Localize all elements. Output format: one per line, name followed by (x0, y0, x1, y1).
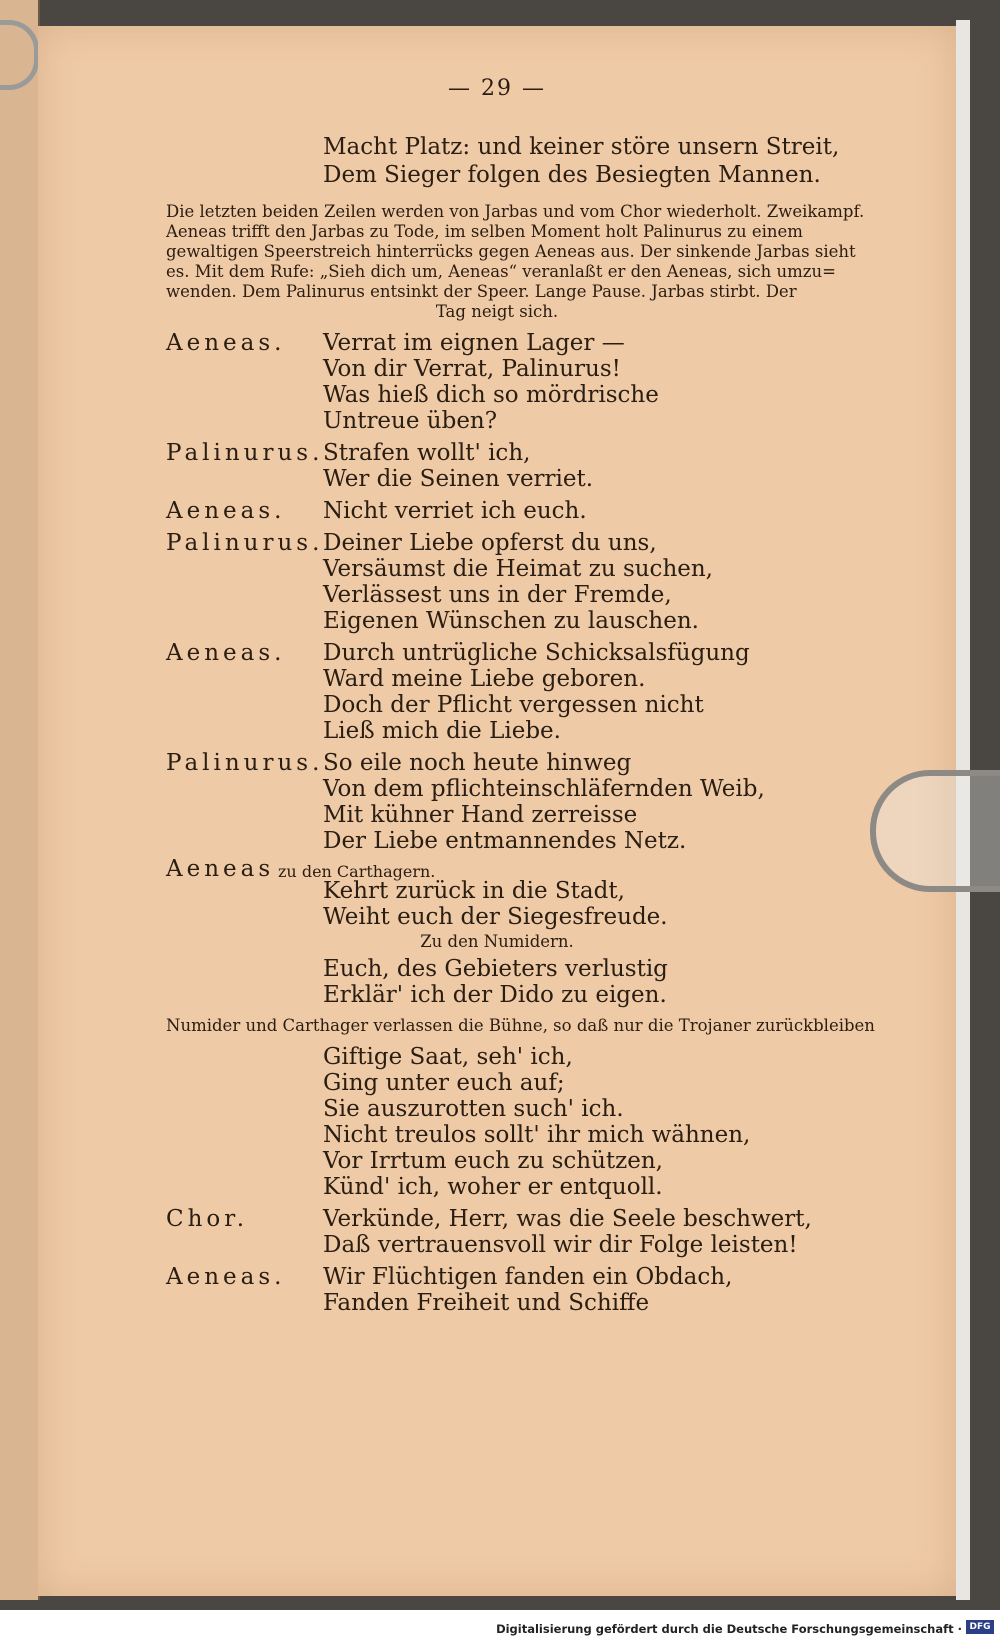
verse-line: Strafen wollt' ich, (323, 440, 531, 466)
verse-line: Erklär' ich der Dido zu eigen. (323, 982, 667, 1008)
verse-line: Vor Irrtum euch zu schützen, (323, 1148, 663, 1174)
binder-ring (0, 20, 39, 90)
verse-line: Nicht verriet ich euch. (323, 498, 587, 524)
verse-line: So eile noch heute hinweg (323, 750, 632, 776)
verse-line: Weiht euch der Siegesfreude. (323, 904, 668, 930)
verse-line: Fanden Freiheit und Schiffe (323, 1290, 650, 1316)
book-page (38, 26, 956, 1596)
verse-line: Untreue üben? (323, 408, 498, 434)
stage-direction: Numider und Carthager verlassen die Bühne, so daß nur die Trojaner zurückbleiben (166, 1016, 875, 1035)
stage-direction: wenden. Dem Palinurus entsinkt der Speer. Lange Pause. Jarbas stirbt. Der (166, 282, 797, 301)
verse-line: Giftige Saat, seh' ich, (323, 1044, 573, 1070)
verse-line: Deiner Liebe opferst du uns, (323, 530, 657, 556)
verse-line: Sie auszurotten such' ich. (323, 1096, 624, 1122)
verse-line: Verlässest uns in der Fremde, (323, 582, 672, 608)
stage-direction: Zu den Numidern. (420, 932, 574, 951)
verse-line: Von dir Verrat, Palinurus! (323, 356, 621, 382)
verse-line: Verkünde, Herr, was die Seele beschwert, (323, 1206, 812, 1232)
verse-line: Durch untrügliche Schicksalsfügung (323, 640, 750, 666)
verse-line: Doch der Pflicht vergessen nicht (323, 692, 704, 718)
verse-line: Der Liebe entmannendes Netz. (323, 828, 687, 854)
previous-page-edge (0, 0, 40, 1600)
verse-line: Macht Platz: und keiner störe unsern Streit, (323, 134, 840, 160)
verse-line: Ließ mich die Liebe. (323, 718, 561, 744)
verse-line: Nicht treulos sollt' ihr mich wähnen, (323, 1122, 751, 1148)
verse-line: Was hieß dich so mördrische (323, 382, 659, 408)
verse-line: Wir Flüchtigen fanden ein Obdach, (323, 1264, 733, 1290)
speaker-name: Aeneas (166, 856, 275, 882)
verse-line: Eigenen Wünschen zu lauschen. (323, 608, 699, 634)
verse-line: Dem Sieger folgen des Besiegten Mannen. (323, 162, 821, 188)
stage-direction: Tag neigt sich. (435, 302, 559, 321)
verse-line: Verrat im eignen Lager — (323, 330, 625, 356)
verse-line: Ward meine Liebe geboren. (323, 666, 646, 692)
speaker-name: Palinurus. (166, 750, 324, 776)
dfg-logo: DFG (966, 1620, 994, 1634)
verse-line: Mit kühner Hand zerreisse (323, 802, 638, 828)
stage-direction: Die letzten beiden Zeilen werden von Jarbas und vom Chor wiederholt. Zweikampf. (166, 202, 865, 221)
verse-line: Wer die Seinen verriet. (323, 466, 594, 492)
stage-direction: es. Mit dem Rufe: „Sieh dich um, Aeneas“ veranlaßt er den Aeneas, sich umzu= (166, 262, 836, 281)
stage-direction: gewaltigen Speerstreich hinterrücks gegen Aeneas aus. Der sinkende Jarbas sieht (166, 242, 856, 261)
stage-direction: Aeneas trifft den Jarbas zu Tode, im selben Moment holt Palinurus zu einem (166, 222, 803, 241)
footer-credit: Digitalisierung gefördert durch die Deutsche Forschungsgemeinschaft · (496, 1622, 962, 1636)
footer (0, 1614, 1000, 1640)
verse-line: Künd' ich, woher er entquoll. (323, 1174, 663, 1200)
verse-line: Versäumst die Heimat zu suchen, (323, 556, 713, 582)
verse-line: Ging unter euch auf; (323, 1070, 565, 1096)
speaker-name: Aeneas. (166, 330, 286, 356)
speaker-name: Aeneas. (166, 640, 286, 666)
speaker-name: Palinurus. (166, 440, 324, 466)
stage-direction: zu den Carthagern. (278, 862, 436, 881)
paper-clip (870, 770, 1000, 892)
speaker-name: Chor. (166, 1206, 249, 1232)
verse-line: Daß vertrauensvoll wir dir Folge leisten! (323, 1232, 798, 1258)
verse-line: Von dem pflichteinschläfernden Weib, (323, 776, 765, 802)
speaker-name: Aeneas. (166, 1264, 286, 1290)
speaker-name: Palinurus. (166, 530, 324, 556)
verse-line: Euch, des Gebieters verlustig (323, 956, 668, 982)
speaker-name: Aeneas. (166, 498, 286, 524)
page-number: — 29 — (448, 76, 546, 101)
verse-line: Kehrt zurück in die Stadt, (323, 878, 625, 904)
